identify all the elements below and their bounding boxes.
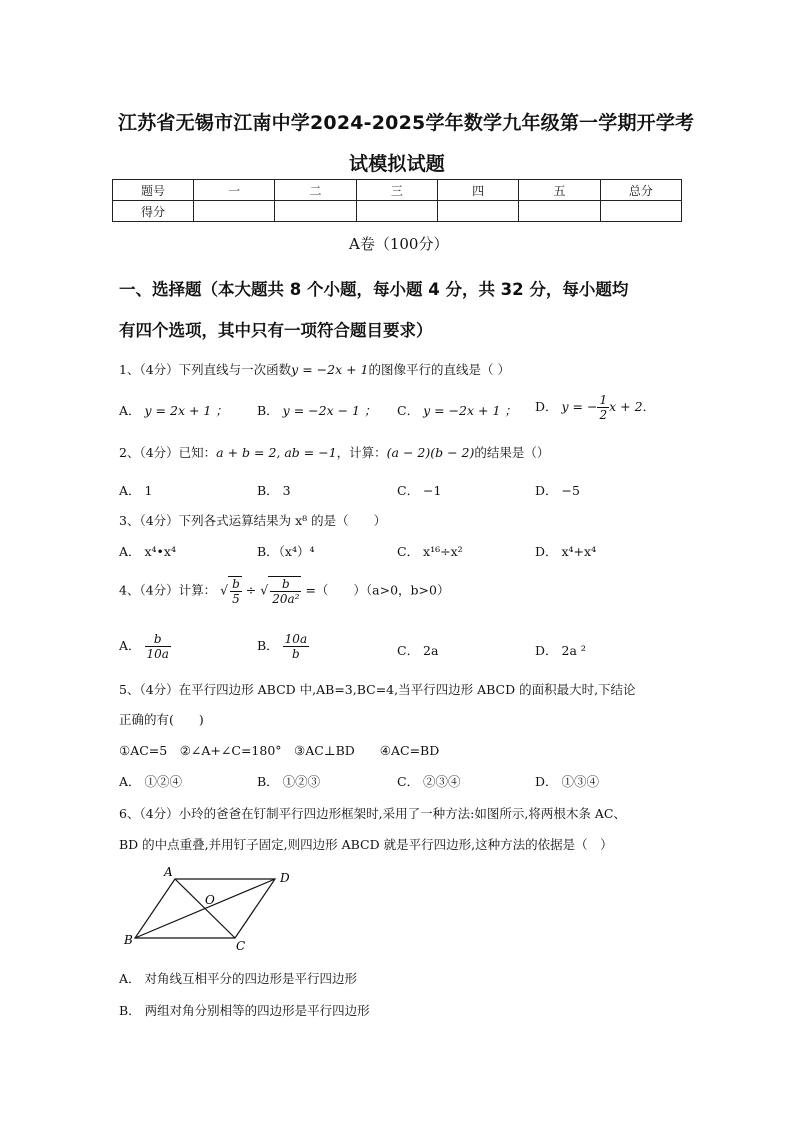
fraction-numerator: 1 [599, 393, 608, 407]
q3-option-c[interactable]: C． x¹⁶÷x² [397, 544, 463, 559]
sqrt-sign: √ [260, 582, 269, 598]
fraction-denominator: b [292, 647, 300, 661]
question-6-stem-line-2: BD 的中点重叠,并用钉子固定,则四边形 ABCD 就是平行四边形,这种方法的依据是（ ） [119, 837, 613, 852]
score-input-cell[interactable] [275, 201, 356, 222]
center-label-o: O [205, 893, 215, 907]
question-4-stem [119, 576, 449, 606]
fraction-denominator: 10a [146, 647, 169, 661]
q2-option-c[interactable]: C． −1 [397, 483, 442, 498]
score-input-cell[interactable] [519, 201, 600, 222]
q1-option-d[interactable] [535, 393, 655, 422]
vertex-label-b: B [124, 933, 133, 947]
q1-stem-text-a: 1、（4分）下列直线与一次函数 [119, 362, 292, 377]
diagonal-bd [135, 879, 275, 938]
q5-option-b[interactable]: B． ①②③ [257, 774, 321, 789]
score-header-cell: 总分 [600, 180, 681, 201]
fraction [270, 577, 301, 606]
division-sign: ÷ [245, 582, 257, 598]
q5-option-c[interactable]: C． ②③④ [397, 774, 461, 789]
fraction [283, 632, 309, 661]
vertex-label-d: D [280, 871, 290, 885]
option-expression: y = 2x + 1 ； [144, 403, 228, 418]
q6-option-a[interactable]: A． 对角线互相平分的四边形是平行四边形 [119, 971, 358, 986]
question-1-stem [119, 360, 510, 378]
q4-option-d[interactable]: D． 2a ² [535, 643, 586, 658]
option-letter: C． [397, 403, 420, 418]
q3-option-d[interactable]: D． x⁴+x⁴ [535, 544, 597, 559]
fraction-numerator: b [145, 632, 171, 647]
vertex-label-c: C [236, 939, 246, 953]
question-6-stem-line-1: 6、（4分）小玲的爸爸在钉制平行四边形框架时,采用了一种方法:如图所示,将两根木条 AC、 [119, 806, 626, 821]
score-header-cell: 三 [356, 180, 437, 201]
question-5-statements: ①AC=5 ②∠A+∠C=180° ③AC⊥BD ④AC=BD [119, 743, 440, 758]
q4-stem-text-b: =（ ）（a>0，b>0） [305, 582, 450, 598]
q4-option-a[interactable] [119, 632, 171, 661]
q2-stem-text-c: 的结果是（） [474, 445, 550, 460]
sqrt-radicand-1 [228, 576, 242, 606]
q1-option-c[interactable] [397, 401, 517, 419]
question-2-stem [119, 443, 549, 461]
score-row-label: 得分 [113, 201, 194, 222]
option-expression-suffix: x + 2． [609, 399, 656, 414]
q2-stem-expression-2: (a − 2)(b − 2) [386, 445, 475, 460]
question-5-stem-line-2: 正确的有( ) [119, 712, 204, 727]
q5-option-a[interactable]: A． ①②④ [119, 774, 183, 789]
q4-option-c[interactable]: C． 2a [397, 643, 439, 658]
q2-option-d[interactable]: D． −5 [535, 483, 580, 498]
question-3-stem: 3、（4分）下列各式运算结果为 x⁸ 的是（ ） [119, 513, 387, 528]
q4-option-b[interactable] [257, 632, 309, 661]
question-5-stem-line-1: 5、（4分）在平行四边形 ABCD 中,AB=3,BC=4,当平行四边形 ABCD 的面积最大时,下结论 [119, 682, 636, 697]
option-letter: B． [257, 638, 279, 653]
score-table [112, 179, 682, 222]
q1-stem-text-b: 的图像平行的直线是（ ） [368, 362, 510, 377]
q2-stem-expression-1: a + b = 2, ab = −1 [216, 445, 337, 460]
title-line-2: 试模拟试题 [349, 153, 446, 175]
fraction-numerator: b [232, 577, 240, 591]
q3-option-b[interactable]: B．（x⁴）⁴ [257, 544, 315, 559]
score-header-cell: 四 [437, 180, 518, 201]
score-input-cell[interactable] [356, 201, 437, 222]
section-heading-line-2: 有四个选项，其中只有一项符合题目要求） [119, 321, 433, 340]
sqrt-radicand-2 [268, 576, 301, 606]
score-header-cell: 五 [519, 180, 600, 201]
score-header-cell: 一 [194, 180, 275, 201]
q2-stem-text-a: 2、（4分）已知： [119, 445, 217, 460]
option-letter: B． [257, 403, 279, 418]
section-heading-line-1: 一、选择题（本大题共 8 个小题，每小题 4 分，共 32 分，每小题均 [119, 280, 629, 299]
title-line-1: 江苏省无锡市江南中学2024-2025学年数学九年级第一学期开学考 [118, 112, 695, 134]
volume-label: A卷（100分） [349, 235, 449, 253]
score-input-cell[interactable] [194, 201, 275, 222]
vertex-label-a: A [164, 865, 173, 879]
option-expression: y = −2x − 1 ； [282, 403, 377, 418]
fraction-numerator: 10a [284, 632, 308, 646]
q2-option-b[interactable]: B． 3 [257, 483, 291, 498]
fraction [597, 393, 609, 422]
sqrt-sign: √ [220, 582, 229, 598]
score-table-score-row [113, 201, 682, 222]
fraction-numerator: b [270, 577, 301, 592]
fraction-denominator: 20a² [272, 592, 300, 606]
score-table-header-row [113, 180, 682, 201]
score-input-cell[interactable] [600, 201, 681, 222]
score-input-cell[interactable] [437, 201, 518, 222]
option-expression-prefix: y = − [561, 399, 598, 414]
fraction [145, 632, 171, 661]
q2-option-a[interactable]: A． 1 [119, 483, 153, 498]
option-expression: y = −2x + 1 ； [423, 403, 517, 418]
q3-option-a[interactable]: A． x⁴•x⁴ [119, 544, 176, 559]
q2-stem-text-b: ，计算： [336, 445, 387, 460]
q1-option-b[interactable] [257, 401, 376, 419]
score-header-cell: 二 [275, 180, 356, 201]
q1-option-a[interactable] [119, 401, 228, 419]
fraction-denominator: 2 [599, 408, 608, 422]
q4-stem-text-a: 4、（4分）计算： [119, 582, 217, 598]
fraction-denominator: 5 [232, 592, 240, 606]
q6-option-b[interactable]: B． 两组对角分别相等的四边形是平行四边形 [119, 1003, 370, 1018]
option-letter: A． [119, 403, 141, 418]
option-letter: A． [119, 638, 141, 653]
q1-stem-expression: y = −2x + 1 [291, 362, 369, 377]
option-letter: D． [535, 399, 558, 414]
parallelogram-figure [118, 862, 308, 954]
score-header-cell: 题号 [113, 180, 194, 201]
q5-option-d[interactable]: D． ①③④ [535, 774, 599, 789]
fraction [230, 577, 242, 606]
